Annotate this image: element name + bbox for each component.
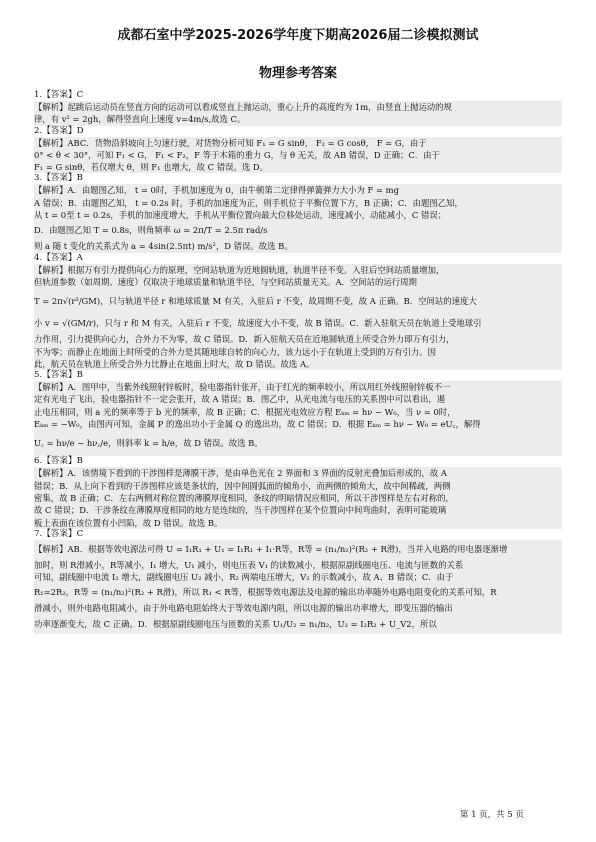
analysis-line: 【解析】根据万有引力提供向心力的原理，空间站轨道为近地圆轨道，轨道半径不变。入驻后空间站质量增加，	[34, 264, 445, 275]
question-block	[34, 126, 562, 174]
analysis-box	[34, 540, 562, 634]
analysis-line: 功率逐渐变大，故 C 正确。D．根据原副线圈电压与匝数的关系 U₁/U₂ = n₁/n₂，U₂ = I₂R₂ + U_V2，所以	[34, 618, 437, 629]
analysis-line: 小 v = √(GM/r)，只与 r 和 M 有关，入驻后 r 不变，故速度大小不变，故 B 错误。C．新入驻航天员在轨道上受地球引	[34, 318, 482, 329]
question-block	[34, 253, 562, 370]
analysis-box	[34, 137, 562, 174]
analysis-line: 不为零；而静止在地面上时所受的合外力是其随地球自转的向心力，该力远小于在轨道上受到的万有引力。因	[34, 346, 436, 357]
analysis-line: 板上表面在该位置有小凹陷，故 D 错误。故选 B。	[34, 517, 223, 528]
document-title: 成都石室中学2025-2026学年度下期高2026届二诊模拟测试	[117, 28, 479, 43]
page-number: 第 1 页，共 5 页	[459, 810, 524, 820]
analysis-line: 定有光电子飞出，验电器指针不一定会张开，故 A 错误；B．图乙中，从光电流与电压的关系图中可以看出，遏	[34, 394, 446, 405]
analysis-line: 密集，故 B 正确；C．左右两侧对称位置的薄膜厚度相同，条纹的明暗情况应相同，所以干涉图样是左右对称的，	[34, 492, 454, 503]
answer-heading: 1.【答案】C	[34, 90, 84, 100]
analysis-line: F₁ = G sinθ，若仅增大 θ，则 F₁ 也增大，故 C 错误。选 D。	[34, 162, 268, 173]
analysis-line: 则 a 随 t 变化的关系式为 a = 4sin(2.5πt) m/s²，D 错误。故选 B。	[34, 241, 293, 252]
answer-heading: 7.【答案】C	[34, 528, 84, 539]
question-block	[34, 173, 562, 252]
analysis-line: 【解析】A．由题图乙知， t = 0时，手机加速度为 0，由牛顿第二定律得弹簧弹力大小为 F = mg	[34, 185, 399, 196]
analysis-line: T = 2π√(r³/GM)，只与轨道半径 r 和地球质量 M 有关，入驻后 r 不变，故周期不变，故 A 正确。B．空间站的速度大	[34, 296, 477, 307]
analysis-line: U꜀ = hν/e − hν꜀/e，则斜率 k = h/e，故 D 错误。故选 B。	[34, 438, 263, 449]
analysis-line: 【解析】ABC．货物沿斜坡向上匀速行驶，对货物分析可知 F₁ = G sinθ， F₂ = G cosθ， F = G，由于	[34, 137, 427, 148]
analysis-line: 滑减小，则外电路电阻减小，由于外电路电阻始终大于等效电源内阻，所以电源的输出功率增大，即变压器的输出	[34, 603, 453, 614]
question-block	[34, 370, 562, 456]
analysis-line: 可知，副线圈中电流 I₂ 增大，副线圈电压 U₂ 减小，R₂ 两端电压增大，V₂ 的示数减小，故 A、B 错误；C．由于	[34, 572, 454, 583]
document-subtitle: 物理参考答案	[258, 66, 337, 81]
analysis-line: A 错误；B．由题图乙知， t = 0.2s 时，手机的加速度为正，则手机位于平衡位置下方，B 正确；C．由题图乙知，	[34, 197, 463, 208]
analysis-box	[34, 101, 562, 126]
analysis-box	[34, 264, 562, 370]
analysis-line: 力作用，引力提供向心力，合外力不为零，故 C 错误。D．新入驻航天员在近地圆轨道上所受合外力即万有引力，	[34, 334, 455, 345]
analysis-line: Eₖₘ = −W₀，由图丙可知，金属 P 的逸出功小于金属 Q 的逸出功，故 C 错误；D．根据 Eₖₘ = hν − W₀ = eU꜀，解得	[34, 419, 481, 430]
analysis-line: 故 C 错误；D．干涉条纹在薄膜厚度相同的地方是连续的，当干涉图样在某个位置向中间弯曲时，表明可能玻璃	[34, 505, 447, 516]
answer-heading: 5.【答案】B	[34, 370, 83, 381]
answer-heading: 4.【答案】A	[34, 252, 83, 263]
analysis-line: 加时，则 R滑减小，R等减小，I₁ 增大，U₁ 减小，则电压表 V₁ 的读数减小，根据原副线圈电压、电流与匝数的关系	[34, 559, 464, 570]
answer-heading: 6.【答案】B	[34, 456, 83, 467]
analysis-line: 止电压相同，则 a 光的频率等于 b 光的频率，故 B 正确；C．根据光电效应方程 Eₖₘ = hν − W₀，当 ν = 0时，	[34, 406, 456, 417]
analysis-line: 【解析】起跳后运动员在竖直方向的运动可以看成竖直上抛运动，重心上升的高度约为 1m，由竖直上抛运动的规	[34, 102, 452, 112]
analysis-line: 【解析】AB．根据等效电源法可得 U = I₁R₁ + U₁ = I₁R₁ + I₁·R等，R等 = (n₁/n₂)²(R₂ + R滑)，当并入电路的用电器逐渐增	[34, 543, 508, 554]
analysis-box	[34, 184, 562, 252]
answer-heading: 3.【答案】B	[34, 173, 83, 184]
analysis-box	[34, 381, 562, 456]
question-block	[34, 529, 562, 634]
analysis-line: 此，航天员在轨道上所受合外力比静止在地面上时大，故 D 错误。故选 A。	[34, 358, 315, 369]
analysis-line: 【解析】A．该情境下看到的干涉图样是薄膜干涉，是由单色光在 2 界面和 3 界面的反射光叠加后形成的，故 A	[34, 468, 447, 479]
analysis-line: 但轨道参数（如周期、速度）仅取决于地球质量和轨道半径，与空间站质量无关。A．空间站的运行周期	[34, 276, 417, 287]
analysis-line: 律，有 v² = 2gh，解得竖直向上速度 v=4m/s,故选 C。	[34, 114, 246, 125]
analysis-line: 0° < θ < 30°，可知 F₁ < G， F₁ < F₂，F 等于木箱的重力 G，与 θ 无关，故 AB 错误，D 正确；C．由于	[34, 149, 440, 160]
analysis-line: R₁=2R₂，R等 = (n₁/n₂)²(R₂ + R滑)，所以 R₁ < R等，根据等效电源法及电源的输出功率随外电路电阻变化的关系可知，R	[34, 587, 497, 598]
analysis-box	[34, 467, 562, 528]
answer-heading: 2.【答案】D	[34, 125, 84, 136]
analysis-line: 从 t = 0至 t = 0.2s，手机的加速度增大，手机从平衡位置向最大位移处运动，速度减小，动能减小，C 错误；	[34, 210, 447, 221]
analysis-line: 错误；B．从上向下看到的干涉图样应该是条状的，因中间圆弧面的倾角小，而两侧的倾角大，故中间稀疏，两侧	[34, 480, 451, 491]
question-block	[34, 456, 562, 528]
analysis-line: 【解析】A．图甲中，当紫外线照射锌板时，验电器指针张开，由于红光的频率较小，所以用红外线照射锌板不一	[34, 382, 451, 393]
question-list	[34, 90, 562, 634]
question-block	[34, 90, 562, 126]
analysis-line: D．由题图乙知 T = 0.8s，则角频率 ω = 2π/T = 2.5π rad/s	[34, 225, 268, 236]
